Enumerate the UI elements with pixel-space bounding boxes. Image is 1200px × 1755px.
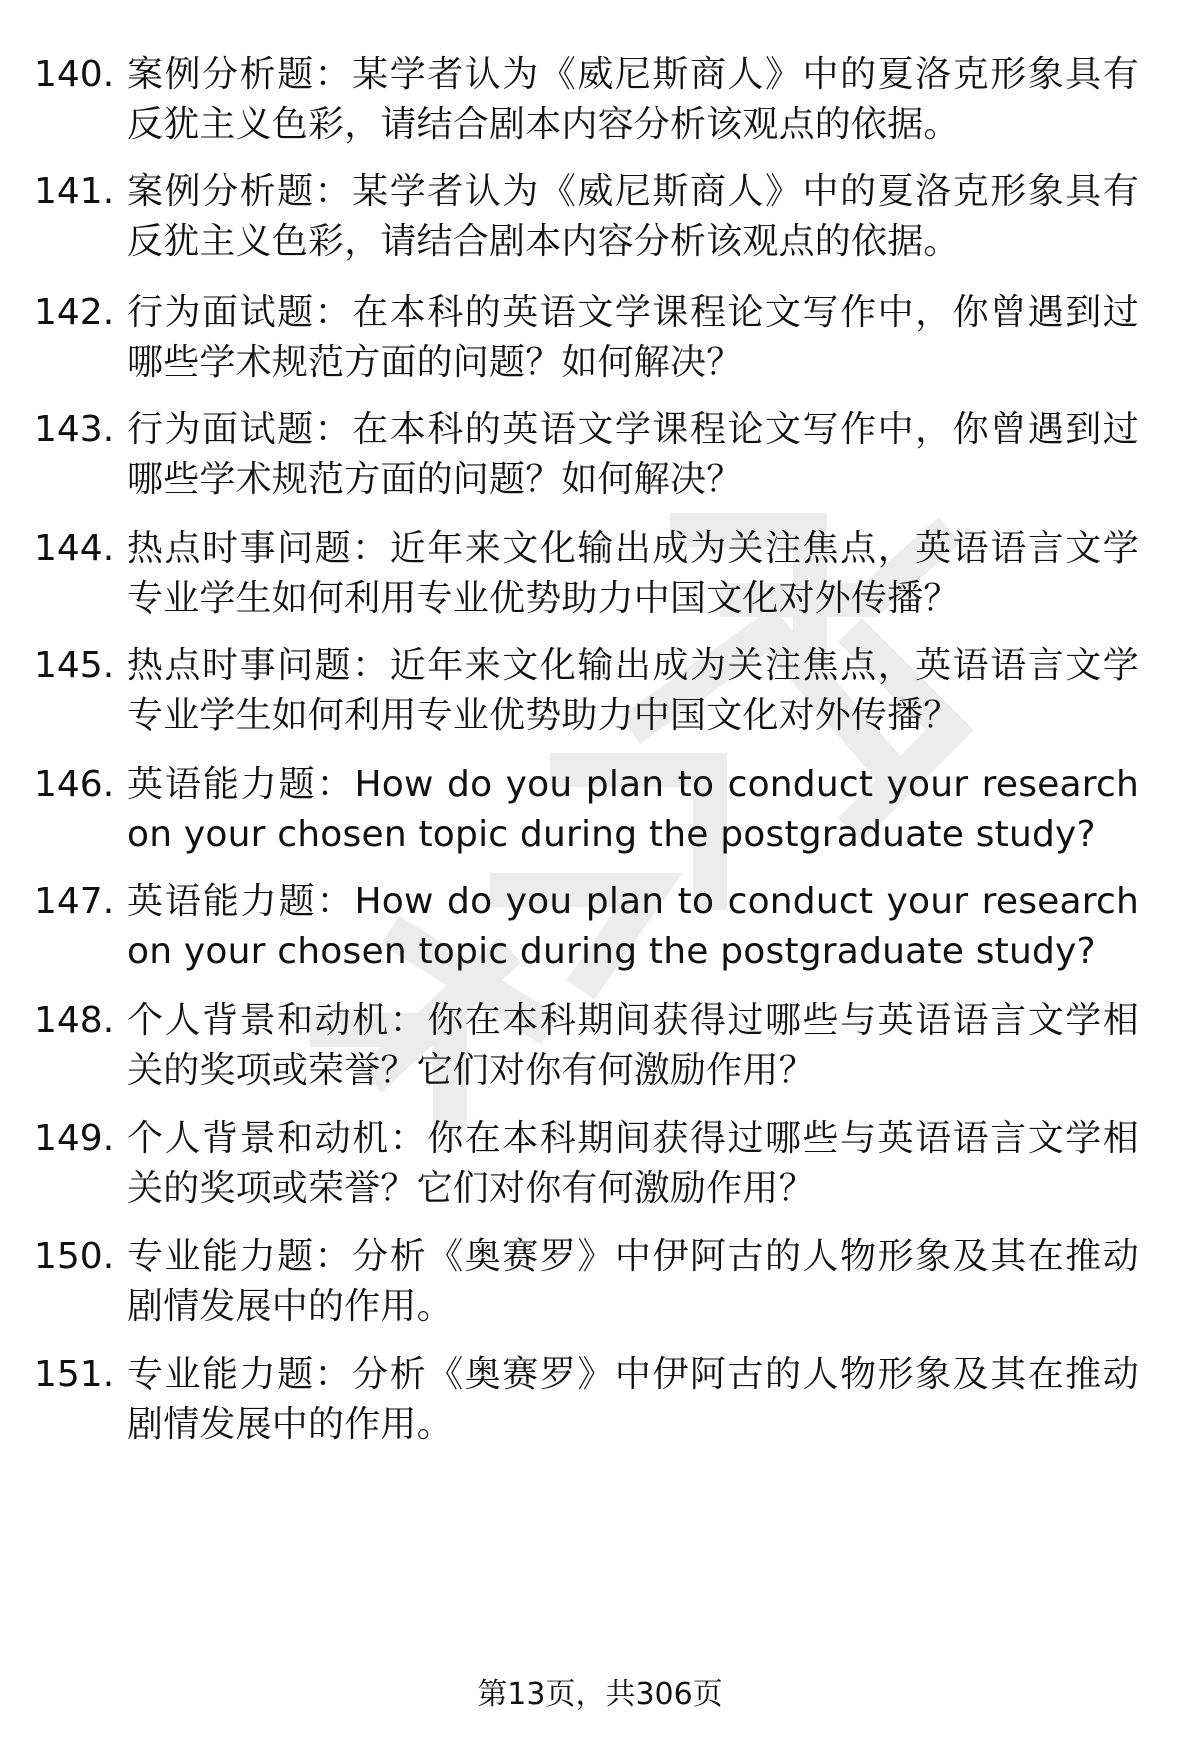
question-item <box>0 50 1200 160</box>
question-text: 行为面试题：在本科的英语文学课程论文写作中，你曾遇到过哪些学术规范方面的问题？如何解决？ <box>127 292 1139 383</box>
question-item <box>0 996 1200 1106</box>
question-number: 148. <box>34 1000 115 1041</box>
question-item <box>0 167 1200 277</box>
question-number: 144. <box>34 528 115 569</box>
question-text: 专业能力题：分析《奥赛罗》中伊阿古的人物形象及其在推动剧情发展中的作用。 <box>127 1236 1139 1327</box>
question-text: 个人背景和动机：你在本科期间获得过哪些与英语语言文学相关的奖项或荣誉？它们对你有何激励作用？ <box>127 1000 1139 1091</box>
question-item <box>0 288 1200 398</box>
question-number: 143. <box>34 409 115 450</box>
question-item <box>0 1114 1200 1224</box>
question-item <box>0 641 1200 751</box>
question-text: 热点时事问题：近年来文化输出成为关注焦点，英语语言文学专业学生如何利用专业优势助力中国文化对外传播？ <box>127 645 1139 736</box>
question-text: 个人背景和动机：你在本科期间获得过哪些与英语语言文学相关的奖项或荣誉？它们对你有何激励作用？ <box>127 1118 1139 1209</box>
question-item <box>0 405 1200 515</box>
page-indicator: 第13页，共306页 <box>477 1677 723 1712</box>
question-item <box>0 760 1200 870</box>
question-number: 146. <box>34 764 115 805</box>
question-number: 145. <box>34 645 115 686</box>
question-number: 141. <box>34 171 115 212</box>
question-item <box>0 1350 1200 1460</box>
question-item <box>0 1232 1200 1342</box>
question-number: 149. <box>34 1118 115 1159</box>
question-text: 案例分析题：某学者认为《威尼斯商人》中的夏洛克形象具有反犹主义色彩，请结合剧本内容分析该观点的依据。 <box>127 171 1139 262</box>
question-number: 150. <box>34 1236 115 1277</box>
question-item <box>0 877 1200 987</box>
question-text: 英语能力题：How do you plan to conduct your research on your chosen topic during the postgraduate study? <box>127 881 1139 972</box>
question-text: 专业能力题：分析《奥赛罗》中伊阿古的人物形象及其在推动剧情发展中的作用。 <box>127 1354 1139 1445</box>
question-text: 热点时事问题：近年来文化输出成为关注焦点，英语语言文学专业学生如何利用专业优势助力中国文化对外传播？ <box>127 528 1139 619</box>
question-number: 147. <box>34 881 115 922</box>
question-number: 140. <box>34 54 115 95</box>
question-text: 行为面试题：在本科的英语文学课程论文写作中，你曾遇到过哪些学术规范方面的问题？如何解决？ <box>127 409 1139 500</box>
question-number: 142. <box>34 292 115 333</box>
question-item <box>0 524 1200 634</box>
question-number: 151. <box>34 1354 115 1395</box>
question-text: 案例分析题：某学者认为《威尼斯商人》中的夏洛克形象具有反犹主义色彩，请结合剧本内容分析该观点的依据。 <box>127 54 1139 145</box>
question-text: 英语能力题：How do you plan to conduct your research on your chosen topic during the postgraduate study? <box>127 764 1139 855</box>
